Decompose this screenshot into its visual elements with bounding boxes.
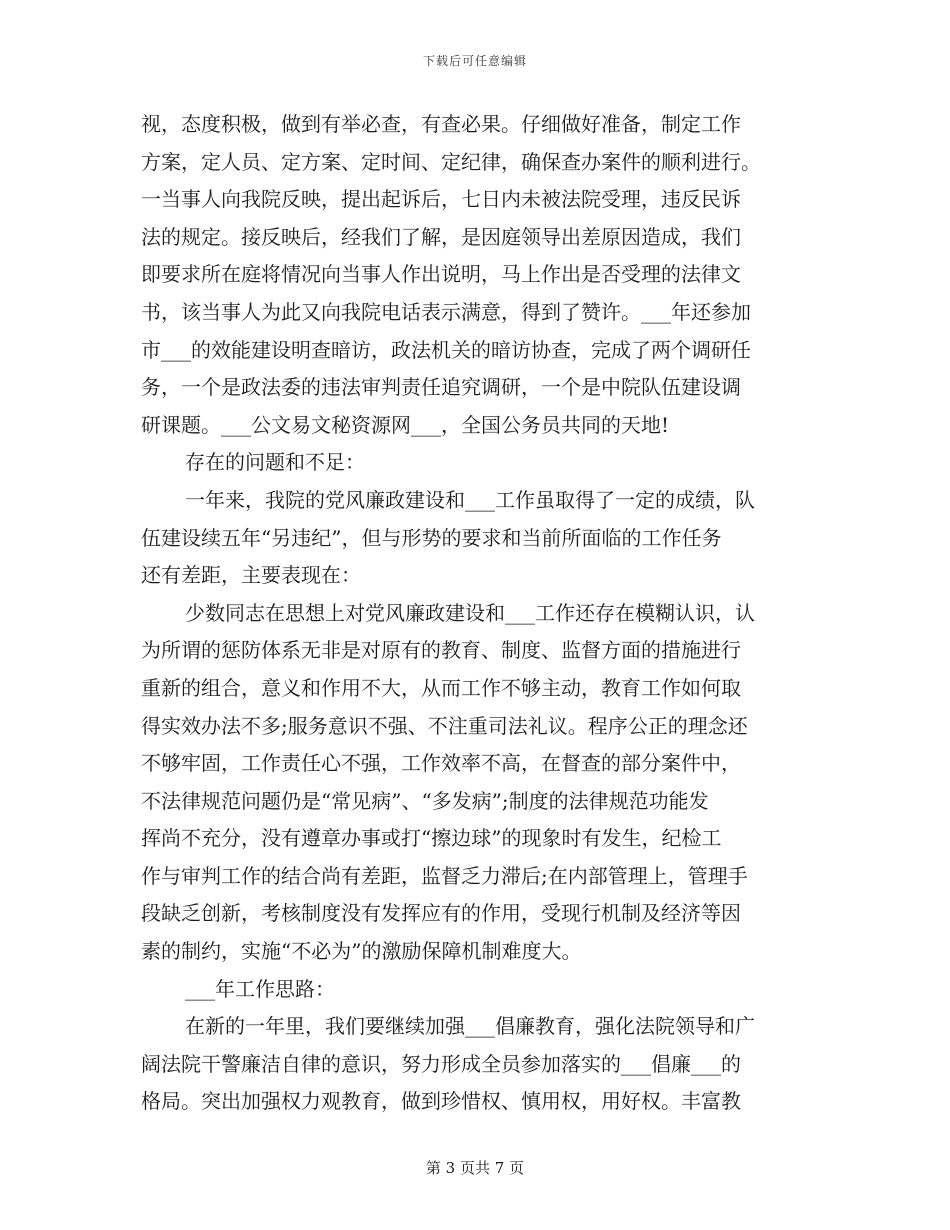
text-line: 素的制约，实施“不必为”的激励保障机制难度大。 bbox=[141, 939, 582, 964]
text-line: 研课题。___公文易文秘资源网___，全国公务员共同的天地! bbox=[141, 412, 670, 437]
text-line: 方案，定人员、定方案、定时间、定纪律，确保查办案件的顺利进行。 bbox=[141, 149, 761, 174]
text-line: 即要求所在庭将情况向当事人作出说明，马上作出是否受理的法律文 bbox=[141, 262, 741, 287]
text-line: 得实效办法不多;服务意识不强、不注重司法礼议。程序公正的理念还 bbox=[141, 713, 748, 738]
text-line: 挥尚不充分，没有遵章办事或打“擦边球”的现象时有发生，纪检工 bbox=[141, 826, 722, 851]
text-line: 存在的问题和不足： bbox=[185, 450, 365, 475]
text-line: 市___的效能建设明查暗访，政法机关的暗访协查，完成了两个调研任 bbox=[141, 337, 751, 362]
text-line: 一当事人向我院反映，提出起诉后，七日内未被法院受理，违反民诉 bbox=[141, 187, 741, 212]
text-line: 法的规定。接反映后，经我们了解，是因庭领导出差原因造成，我们 bbox=[141, 224, 741, 249]
text-line: 务，一个是政法委的违法审判责任追究调研，一个是中院队伍建设调 bbox=[141, 375, 741, 400]
text-line: 还有差距，主要表现在： bbox=[141, 563, 361, 588]
text-line: 作与审判工作的结合尚有差距，监督乏力滞后;在内部管理上，管理手 bbox=[141, 863, 748, 888]
text-line: 一年来，我院的党风廉政建设和___工作虽取得了一定的成绩，队 bbox=[185, 487, 755, 512]
text-line: 少数同志在思想上对党风廉政建设和___工作还存在模糊认识，认 bbox=[185, 600, 755, 625]
text-line: 不够牢固，工作责任心不强，工作效率不高，在督查的部分案件中， bbox=[141, 751, 741, 776]
page-number: 第 3 页共 7 页 bbox=[425, 1159, 525, 1177]
text-line: 为所谓的惩防体系无非是对原有的教育、制度、监督方面的措施进行 bbox=[141, 638, 741, 663]
text-line: 书，该当事人为此又向我院电话表示满意，得到了赞许。___年还参加 bbox=[141, 299, 751, 324]
page-header-note: 下载后可任意编辑 bbox=[422, 54, 527, 68]
text-line: ___年工作思路： bbox=[185, 976, 335, 1001]
text-line: 段缺乏创新，考核制度没有发挥应有的作用，受现行机制及经济等因 bbox=[141, 901, 741, 926]
text-line: 伍建设续五年“另违纪”，但与形势的要求和当前所面临的工作任务 bbox=[141, 525, 722, 550]
text-line: 在新的一年里，我们要继续加强___倡廉教育，强化法院领导和广 bbox=[185, 1014, 755, 1039]
document-body bbox=[141, 106, 811, 1121]
text-line: 重新的组合，意义和作用不大，从而工作不够主动，教育工作如何取 bbox=[141, 675, 741, 700]
text-line: 视，态度积极，做到有举必查，有查必果。仔细做好准备，制定工作 bbox=[141, 112, 741, 136]
text-line: 格局。突出加强权力观教育，做到珍惜权、慎用权，用好权。丰富教 bbox=[141, 1089, 741, 1114]
text-line: 阔法院干警廉洁自律的意识，努力形成全员参加落实的___倡廉___的 bbox=[141, 1051, 741, 1076]
text-line: 不法律规范问题仍是“常见病”、“多发病”;制度的法律规范功能发 bbox=[141, 788, 709, 813]
